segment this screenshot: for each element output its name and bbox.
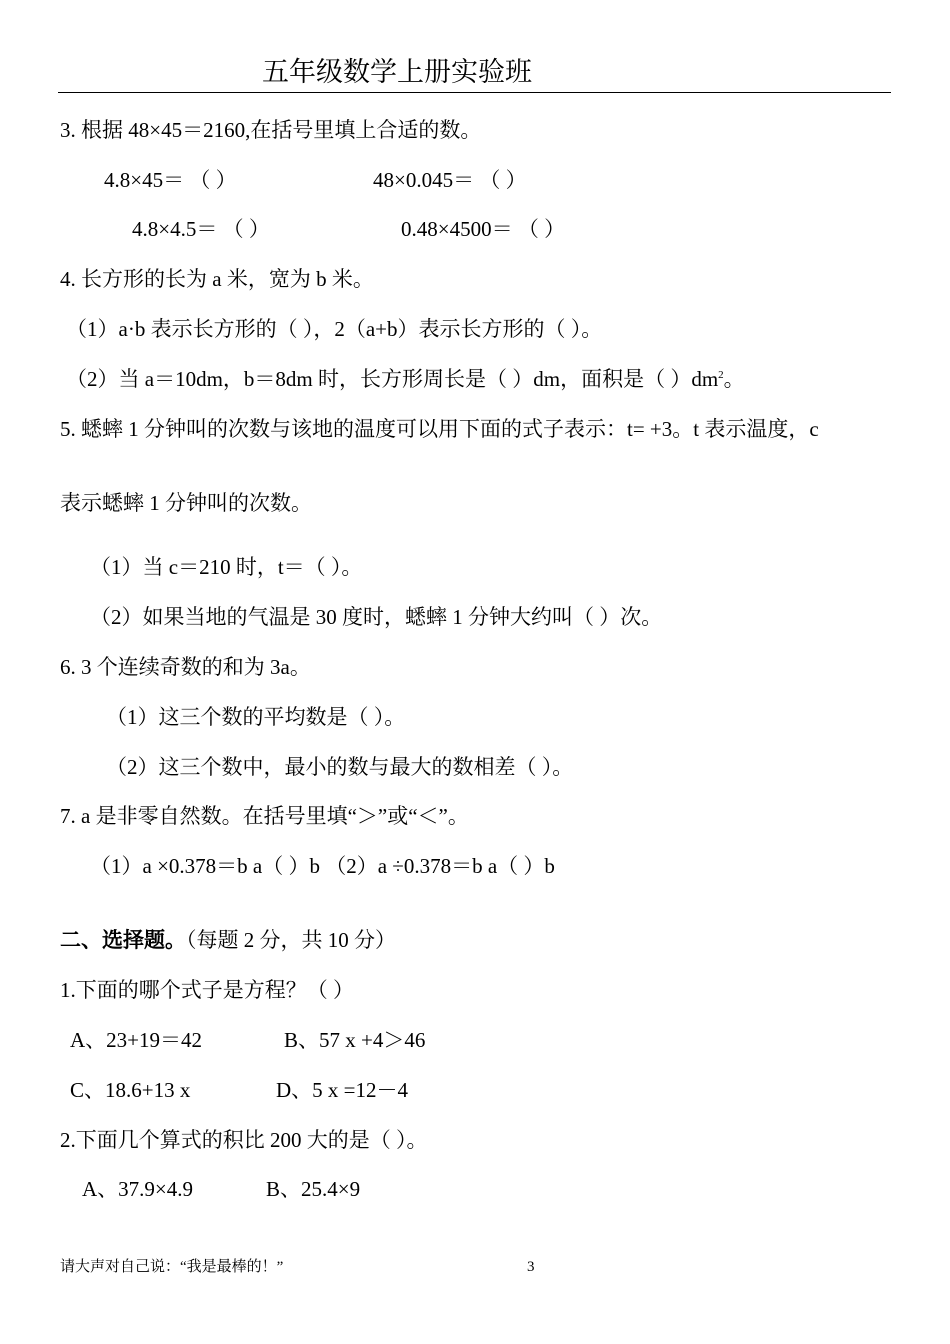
q5-stem: 5. 蟋蟀 1 分钟叫的次数与该地的温度可以用下面的式子表示：t= +3。t 表示温度，c (60, 417, 819, 441)
mc2-stem: 2.下面几个算式的积比 200 大的是（ ）。 (60, 1128, 428, 1152)
q4-stem: 4. 长方形的长为 a 米，宽为 b 米。 (60, 267, 374, 291)
q3-item-c: 4.8×4.5＝ （ ） (132, 217, 270, 241)
mc2-option-b: B、25.4×9 (266, 1177, 361, 1201)
q5-part2: （2）如果当地的气温是 30 度时，蟋蟀 1 分钟大约叫（ ）次。 (90, 605, 663, 629)
q3-item-d: 0.48×4500＝ （ ） (401, 217, 566, 241)
q5-part1: （1）当 c＝210 时，t＝（ ）。 (90, 555, 363, 579)
header-rule (58, 92, 891, 93)
q7-stem: 7. a 是非零自然数。在括号里填“＞”或“＜”。 (60, 804, 469, 828)
q4-part2-superscript: 2 (718, 369, 724, 381)
page-number: 3 (527, 1259, 535, 1275)
q4-part1: （1）a·b 表示长方形的（ ），2（a+b）表示长方形的（ ）。 (66, 317, 603, 341)
q6-part2: （2）这三个数中，最小的数与最大的数相差（ ）。 (106, 755, 574, 779)
q4-part2-end: 。 (723, 367, 745, 391)
mc2-option-a: A、37.9×4.9 (82, 1177, 194, 1201)
footer-slogan: 请大声对自己说：“我是最棒的！” (60, 1259, 284, 1275)
mc1-option-a: A、23+19＝42 (70, 1028, 203, 1052)
q7-parts: （1）a ×0.378＝b a（ ）b （2）a ÷0.378＝b a（ ）b (90, 854, 555, 878)
section2-heading (60, 927, 396, 953)
q5-stem-continued: 表示蟋蟀 1 分钟叫的次数。 (60, 491, 312, 515)
q3-item-a: 4.8×45＝ （ ） (104, 168, 237, 192)
section2-title: 二、选择题。 (60, 928, 186, 952)
q3-item-b: 48×0.045＝ （ ） (373, 168, 527, 192)
page-header-title: 五年级数学上册实验班 (262, 57, 532, 87)
mc1-option-b: B、57 x +4＞46 (284, 1028, 426, 1052)
q4-part2 (66, 366, 745, 392)
mc1-stem: 1.下面的哪个式子是方程？（ ） (60, 978, 354, 1002)
q3-stem: 3. 根据 48×45＝2160,在括号里填上合适的数。 (60, 118, 482, 142)
q6-stem: 6. 3 个连续奇数的和为 3a。 (60, 655, 311, 679)
q6-part1: （1）这三个数的平均数是（ ）。 (106, 705, 406, 729)
section2-note: （每题 2 分，共 10 分） (186, 928, 396, 952)
mc1-option-d: D、5 x =12－4 (276, 1078, 409, 1102)
q4-part2-text: （2）当 a＝10dm，b＝8dm 时，长方形周长是（ ）dm，面积是（ ）dm (66, 367, 719, 391)
mc1-option-c: C、18.6+13 x (70, 1078, 191, 1102)
